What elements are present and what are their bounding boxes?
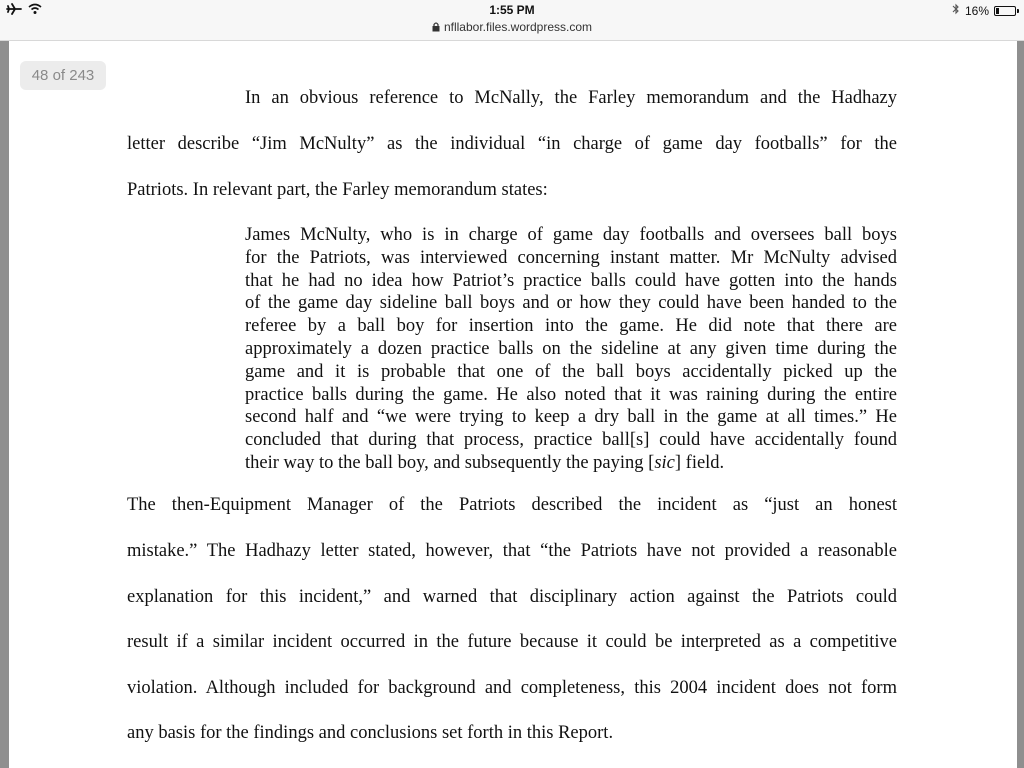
viewer-right-gutter — [1017, 41, 1024, 768]
para1-line-3: Patriots. In relevant part, the Farley memorandum states: — [127, 180, 548, 200]
quote-line-10: concluded that during that process, practice ball[s] could have accidentally found — [245, 430, 897, 450]
quote-line-5: referee by a ball boy for insertion into the game. He did note that there are — [245, 316, 897, 336]
sic-italic: sic — [654, 453, 675, 473]
quote-line-11-end: ] field. — [674, 453, 725, 473]
para2-line-6: any basis for the findings and conclusions set forth in this Report. — [127, 723, 614, 743]
quote-line-6: approximately a dozen practice balls on the sideline at any given time during the — [245, 339, 897, 359]
quote-line-8: practice balls during the game. He also noted that it was raining during the entire — [245, 385, 897, 405]
quote-line-3: that he had no idea how Patriot’s practice balls could have gotten into the hands — [245, 271, 897, 291]
para1-line-1: In an obvious reference to McNally, the Farley memorandum and the Hadhazy — [245, 88, 897, 108]
bluetooth-icon — [952, 3, 960, 18]
quote-line-11 — [245, 452, 897, 474]
status-time: 1:55 PM — [489, 3, 535, 17]
url-text: nfllabor.files.wordpress.com — [443, 20, 593, 34]
quote-line-2: for the Patriots, was interviewed concerning instant matter. Mr McNulty advised — [245, 248, 897, 268]
status-bar — [0, 0, 1024, 41]
para1-line-2: letter describe “Jim McNulty” as the individual “in charge of game day footballs” for the — [127, 134, 897, 154]
para2-line-1: The then-Equipment Manager of the Patriots described the incident as “just an honest — [127, 495, 897, 515]
para2-line-2: mistake.” The Hadhazy letter stated, however, that “the Patriots have not provided a reasonable — [127, 541, 897, 561]
quote-line-7: game and it is probable that one of the ball boys accidentally picked up the — [245, 362, 897, 382]
battery-icon — [994, 6, 1016, 16]
status-right-icons — [952, 3, 1016, 18]
page-counter: 48 of 243 — [20, 61, 106, 90]
quote-line-1: James McNulty, who is in charge of game day footballs and oversees ball boys — [245, 225, 897, 245]
para2-line-3: explanation for this incident,” and warned that disciplinary action against the Patriots could — [127, 587, 897, 607]
battery-percent: 16% — [964, 3, 989, 18]
viewer-left-gutter — [0, 41, 9, 768]
para2-line-5: violation. Although included for background and completeness, this 2004 incident does not form — [127, 678, 897, 698]
battery-fill — [996, 8, 999, 14]
address-bar[interactable] — [0, 20, 1024, 35]
para2-line-4: result if a similar incident occurred in the future because it could be interpreted as a competitive — [127, 632, 897, 652]
quote-line-11-start: their way to the ball boy, and subsequently the paying [ — [245, 453, 655, 473]
lock-icon — [432, 21, 440, 35]
quote-line-4: of the game day sideline ball boys and or how they could have been handed to the — [245, 293, 897, 313]
quote-line-9: second half and “we were trying to keep a dry ball in the game at all times.” He — [245, 407, 897, 427]
